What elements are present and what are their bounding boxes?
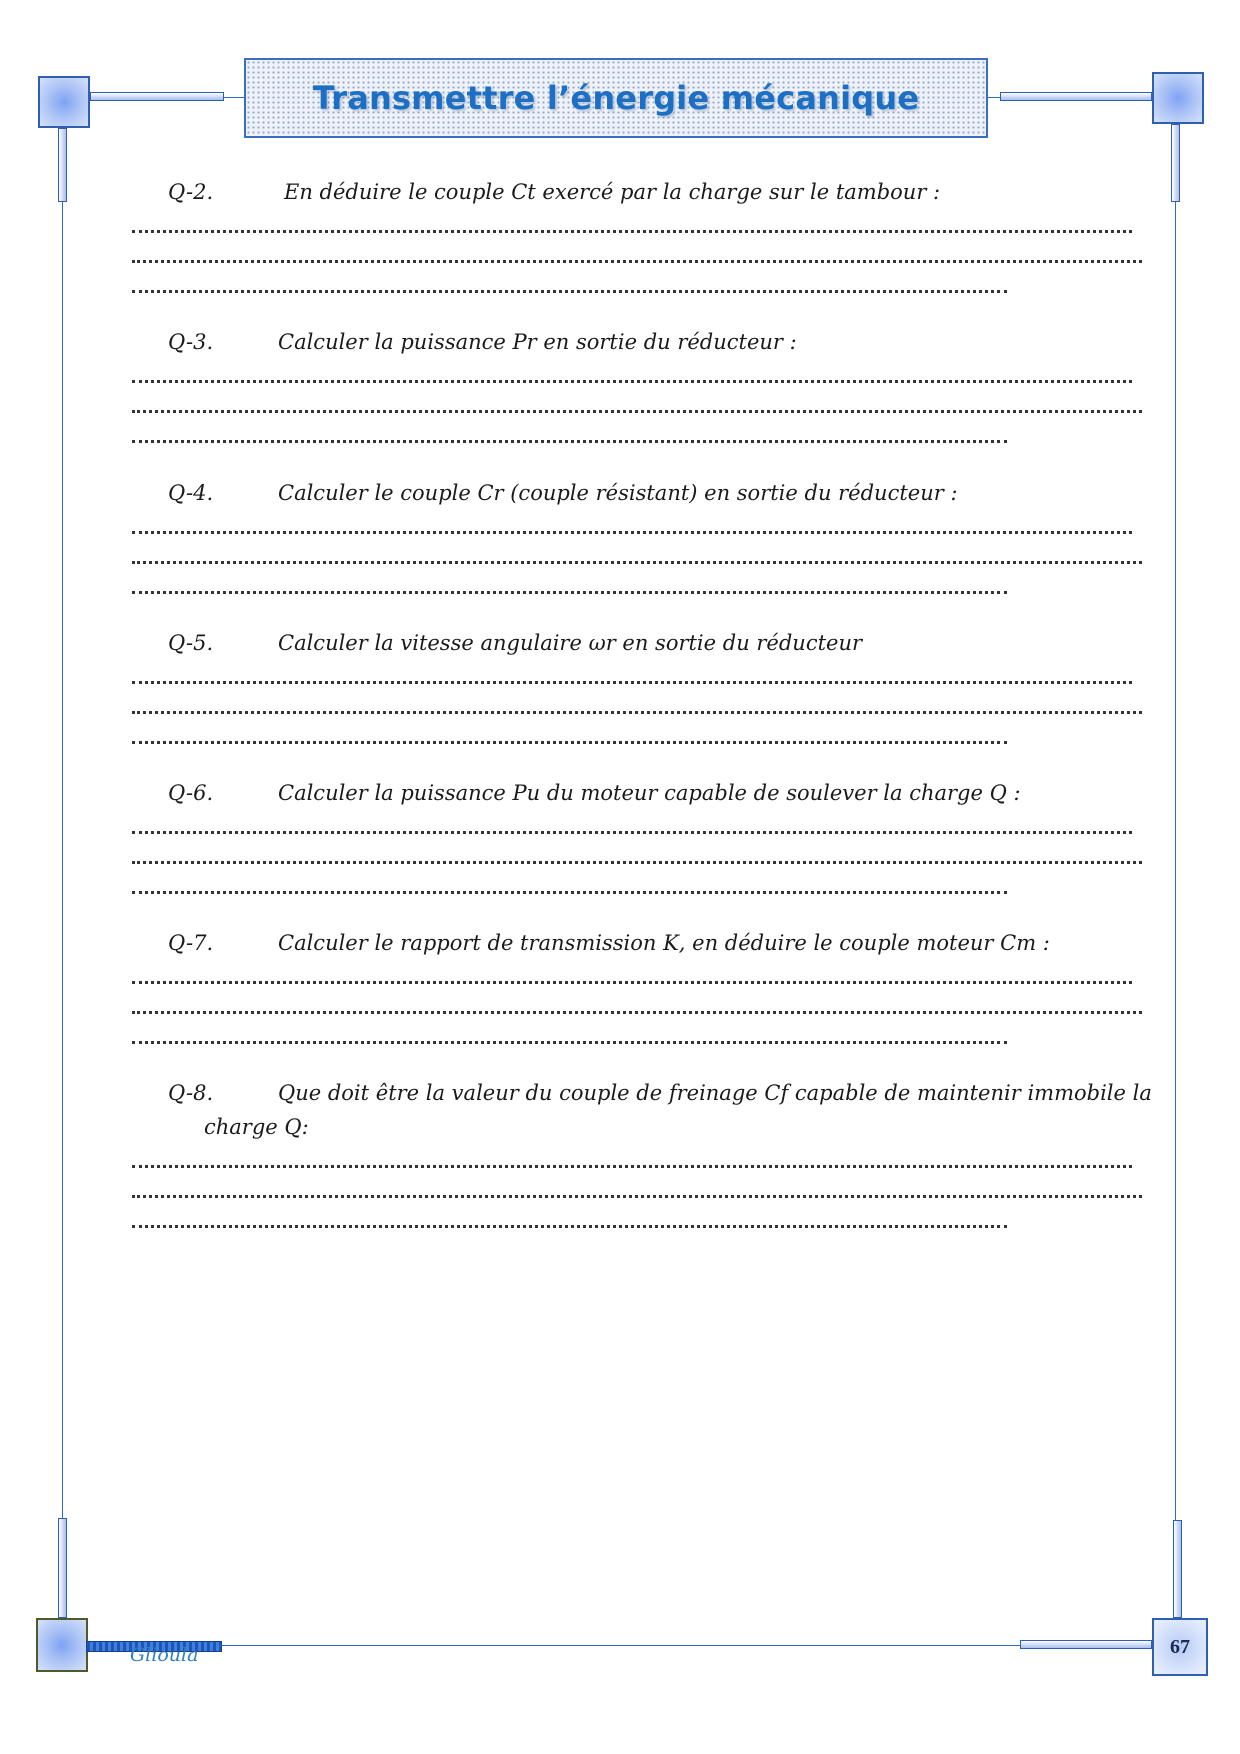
question-q5 — [132, 631, 1152, 667]
question-number: Q-7. — [168, 931, 214, 955]
answer-line — [132, 1165, 1132, 1168]
question-q3 — [132, 330, 1152, 366]
answer-line — [132, 440, 1007, 443]
right-top-bar — [1171, 124, 1180, 202]
question-number: Q-6. — [168, 781, 214, 805]
left-border-line — [62, 202, 63, 1518]
title-banner — [244, 58, 988, 138]
corner-square-bottom-left — [36, 1618, 88, 1672]
answer-line — [132, 861, 1142, 864]
left-top-bar — [58, 128, 67, 202]
answer-line — [132, 711, 1142, 714]
answer-line — [132, 891, 1007, 894]
answer-line — [132, 1195, 1142, 1198]
answer-line — [132, 561, 1142, 564]
bottom-right-bar — [1020, 1640, 1152, 1649]
left-bottom-bar — [58, 1518, 67, 1618]
question-text: Calculer le couple Cr (couple résistant) en sortie du réducteur : — [278, 481, 958, 505]
answer-line — [132, 531, 1132, 534]
question-number: Q-2. — [168, 180, 214, 204]
answer-line — [132, 410, 1142, 413]
top-left-connector — [224, 97, 244, 98]
question-q2 — [132, 180, 1152, 216]
answer-line — [132, 380, 1132, 383]
top-right-bar — [1000, 92, 1152, 101]
bottom-border-line — [220, 1645, 1020, 1646]
question-q8 — [132, 1081, 1152, 1151]
answer-line — [132, 681, 1132, 684]
question-text-continuation: charge Q: — [204, 1115, 309, 1139]
answer-line — [132, 1225, 1007, 1228]
answer-line — [132, 1041, 1007, 1044]
question-text: Calculer la puissance Pr en sortie du réducteur : — [278, 330, 797, 354]
question-number: Q-8. — [168, 1081, 214, 1105]
question-number: Q-4. — [168, 481, 214, 505]
answer-line — [132, 981, 1132, 984]
question-text: Calculer le rapport de transmission K, en déduire le couple moteur Cm : — [278, 931, 1050, 955]
answer-line — [132, 831, 1132, 834]
question-number: Q-5. — [168, 631, 214, 655]
right-bottom-bar — [1173, 1520, 1182, 1618]
right-border-line — [1175, 202, 1176, 1520]
page-title: Transmettre l’énergie mécanique — [312, 79, 920, 117]
top-left-bar — [90, 92, 224, 101]
answer-line — [132, 260, 1142, 263]
corner-square-top-left — [38, 76, 90, 128]
author-signature: Glioula — [130, 1644, 199, 1666]
question-text: Calculer la vitesse angulaire ωr en sortie du réducteur — [278, 631, 863, 655]
question-text: Calculer la puissance Pu du moteur capable de soulever la charge Q : — [278, 781, 1021, 805]
answer-line — [132, 1011, 1142, 1014]
question-text: En déduire le couple Ct exercé par la charge sur le tambour : — [284, 180, 941, 204]
answer-line — [132, 591, 1007, 594]
question-q7 — [132, 931, 1152, 967]
question-number: Q-3. — [168, 330, 214, 354]
answer-line — [132, 741, 1007, 744]
corner-square-top-right — [1152, 72, 1204, 124]
answer-line — [132, 290, 1007, 293]
question-text: Que doit être la valeur du couple de freinage Cf capable de maintenir immobile la — [278, 1081, 1152, 1105]
page-number: 67 — [1152, 1618, 1208, 1676]
question-q4 — [132, 481, 1152, 517]
answer-line — [132, 230, 1132, 233]
question-q6 — [132, 781, 1152, 817]
